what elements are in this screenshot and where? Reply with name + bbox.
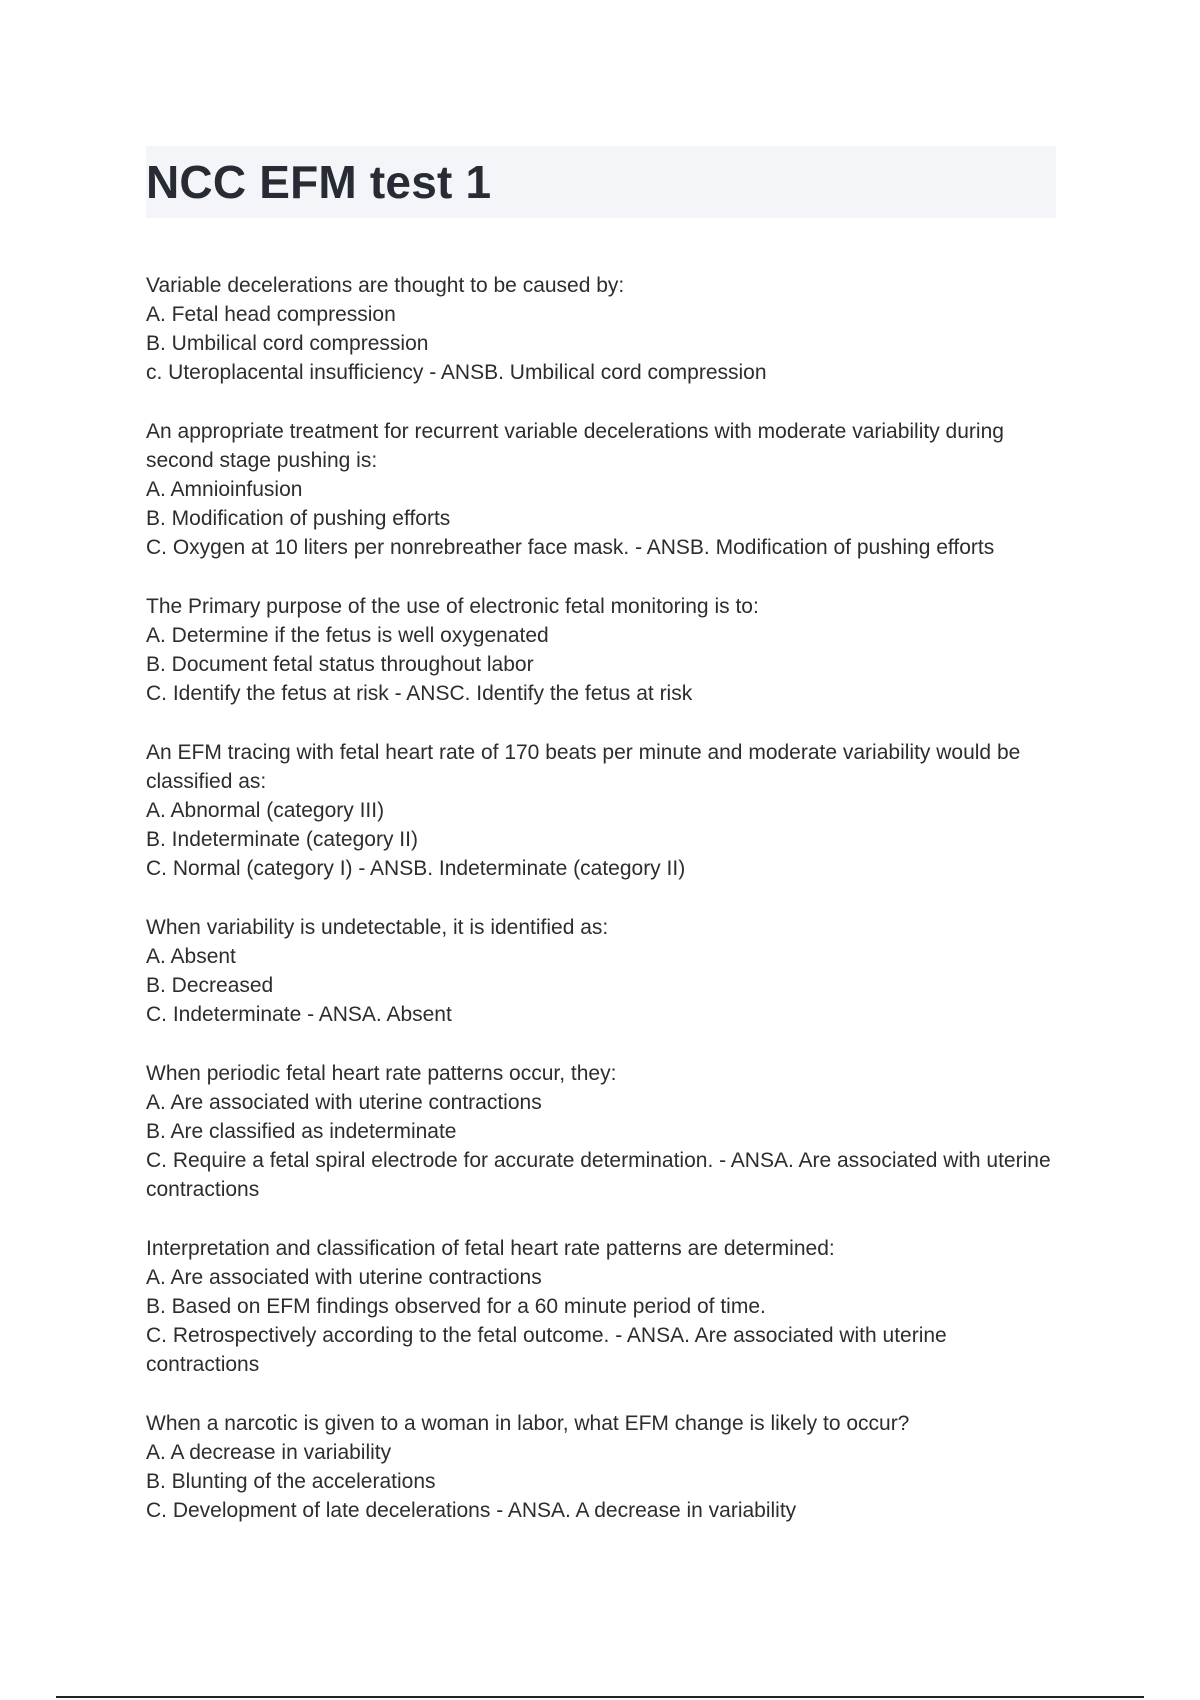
question-block-2 bbox=[146, 417, 1061, 562]
question-block-1 bbox=[146, 271, 1061, 387]
question-text: When a narcotic is given to a woman in labor, what EFM change is likely to occur? bbox=[146, 1412, 910, 1435]
option-a: A. Amnioinfusion bbox=[146, 478, 303, 501]
question-block-4 bbox=[146, 738, 1061, 883]
option-b: B. Are classified as indeterminate bbox=[146, 1120, 457, 1143]
option-b: B. Modification of pushing efforts bbox=[146, 507, 451, 530]
question-block-7 bbox=[146, 1234, 1061, 1379]
question-block-5 bbox=[146, 913, 1061, 1029]
question-text: An EFM tracing with fetal heart rate of 170 beats per minute and moderate variability would be classified as: bbox=[146, 741, 1021, 793]
page-title: NCC EFM test 1 bbox=[146, 156, 492, 208]
option-c-with-answer: C. Normal (category I) - ANSB. Indeterminate (category II) bbox=[146, 857, 686, 880]
option-c-with-answer: c. Uteroplacental insufficiency - ANSB. Umbilical cord compression bbox=[146, 361, 767, 384]
option-a: A. Are associated with uterine contractions bbox=[146, 1091, 542, 1114]
option-a: A. Abnormal (category III) bbox=[146, 799, 385, 822]
question-text: The Primary purpose of the use of electronic fetal monitoring is to: bbox=[146, 595, 759, 618]
question-block-8 bbox=[146, 1409, 1061, 1525]
option-a: A. Determine if the fetus is well oxygenated bbox=[146, 624, 549, 647]
option-b: B. Umbilical cord compression bbox=[146, 332, 429, 355]
question-block-6 bbox=[146, 1059, 1061, 1204]
title-banner bbox=[146, 146, 1056, 218]
question-text: An appropriate treatment for recurrent variable decelerations with moderate variability during second stage pushing is: bbox=[146, 420, 1004, 472]
question-text: When variability is undetectable, it is identified as: bbox=[146, 916, 609, 939]
option-a: A. Absent bbox=[146, 945, 236, 968]
option-c-with-answer: C. Indeterminate - ANSA. Absent bbox=[146, 1003, 452, 1026]
option-a: A. Fetal head compression bbox=[146, 303, 396, 326]
question-block-3 bbox=[146, 592, 1061, 708]
footer-divider bbox=[56, 1696, 1144, 1698]
option-c-with-answer: C. Oxygen at 10 liters per nonrebreather face mask. - ANSB. Modification of pushing efforts bbox=[146, 536, 995, 559]
option-c-with-answer: C. Development of late decelerations - ANSA. A decrease in variability bbox=[146, 1499, 797, 1522]
option-b: B. Document fetal status throughout labor bbox=[146, 653, 534, 676]
option-b: B. Blunting of the accelerations bbox=[146, 1470, 436, 1493]
question-text: Interpretation and classification of fetal heart rate patterns are determined: bbox=[146, 1237, 835, 1260]
option-a: A. Are associated with uterine contractions bbox=[146, 1266, 542, 1289]
option-b: B. Indeterminate (category II) bbox=[146, 828, 418, 851]
question-list bbox=[146, 271, 1061, 1555]
question-text: Variable decelerations are thought to be caused by: bbox=[146, 274, 625, 297]
option-c-with-answer: C. Identify the fetus at risk - ANSC. Identify the fetus at risk bbox=[146, 682, 693, 705]
question-text: When periodic fetal heart rate patterns occur, they: bbox=[146, 1062, 617, 1085]
option-b: B. Decreased bbox=[146, 974, 274, 997]
option-a: A. A decrease in variability bbox=[146, 1441, 392, 1464]
option-b: B. Based on EFM findings observed for a 60 minute period of time. bbox=[146, 1295, 766, 1318]
option-c-with-answer: C. Retrospectively according to the fetal outcome. - ANSA. Are associated with uterine contractions bbox=[146, 1324, 947, 1376]
option-c-with-answer: C. Require a fetal spiral electrode for accurate determination. - ANSA. Are associated with uterine contractions bbox=[146, 1149, 1051, 1201]
